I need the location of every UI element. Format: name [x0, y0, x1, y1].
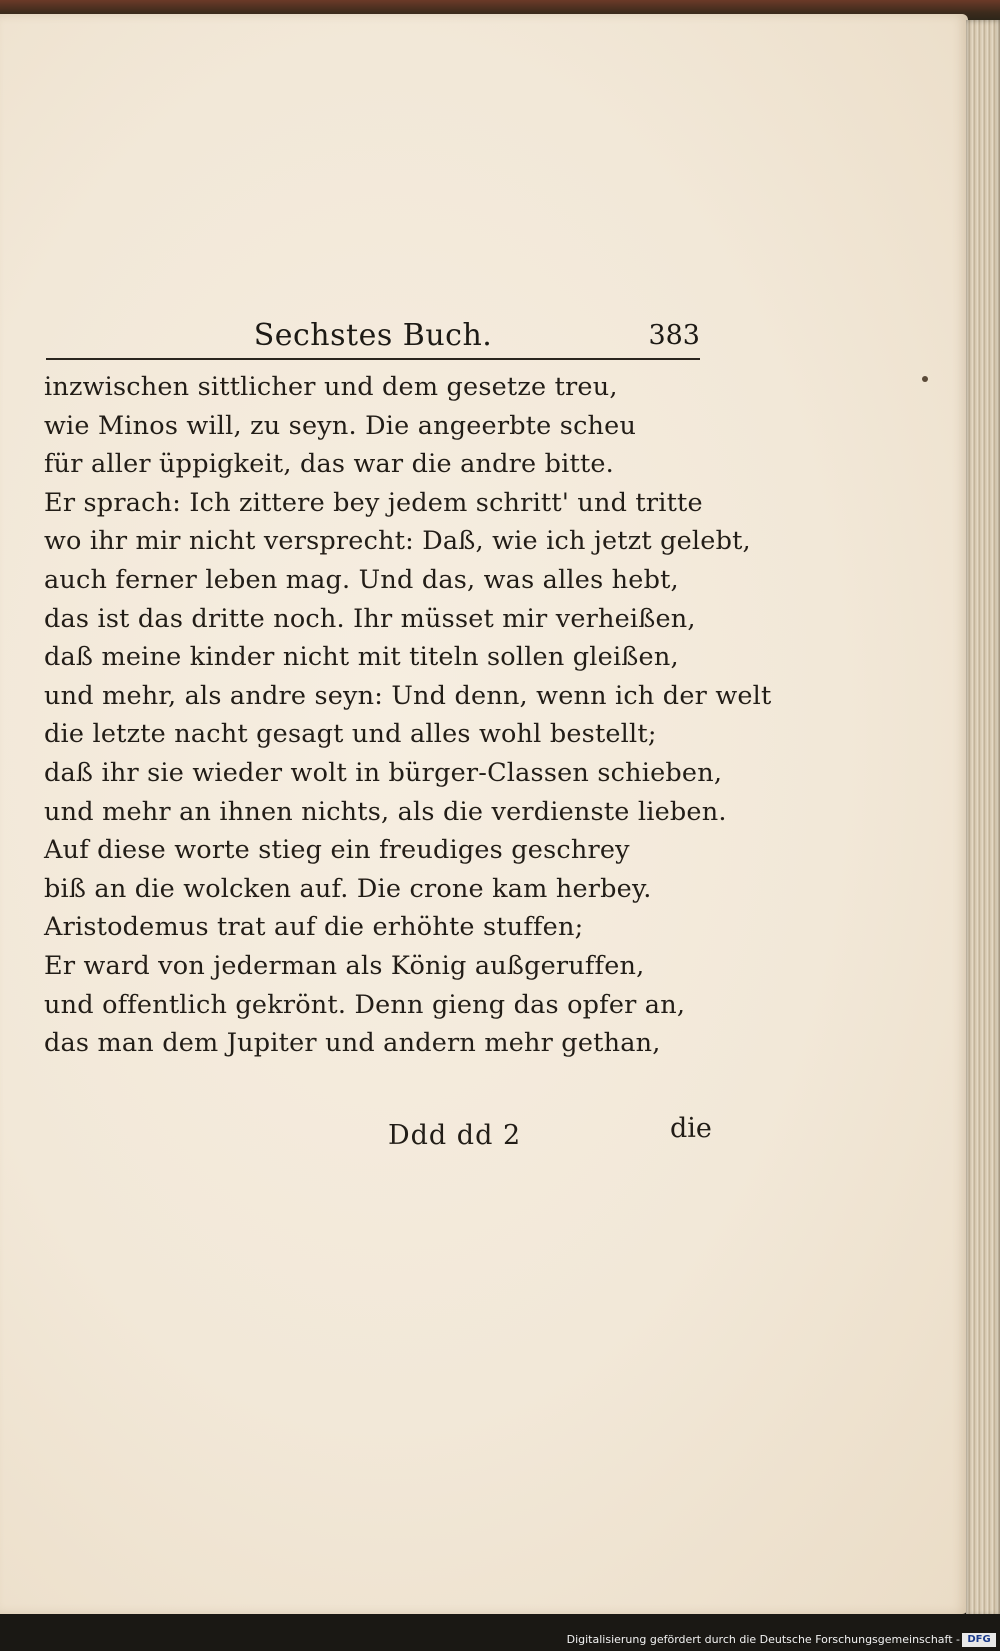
text-line: Er sprach: Ich zittere bey jedem schritt' und tritte — [44, 487, 703, 518]
running-title: Sechstes Buch. — [253, 318, 493, 353]
text-line: das ist das dritte noch. Ihr müsset mir verheißen, — [44, 603, 696, 634]
ink-spot — [922, 376, 928, 382]
header-rule — [46, 358, 700, 360]
text-line: biß an die wolcken auf. Die crone kam herbey. — [44, 873, 652, 904]
text-line: und mehr, als andre seyn: Und denn, wenn ich der welt — [44, 680, 772, 711]
text-line: Aristodemus trat auf die erhöhte stuffen; — [44, 912, 584, 943]
page-edges — [966, 20, 1000, 1616]
page-number: 383 — [648, 320, 700, 351]
text-line: wie Minos will, zu seyn. Die angeerbte scheu — [44, 410, 637, 441]
text-line: die letzte nacht gesagt und alles wohl bestellt; — [44, 719, 657, 750]
signature-mark: Ddd dd 2 — [388, 1120, 522, 1151]
text-line: daß ihr sie wieder wolt in bürger-Classen schieben, — [44, 757, 723, 788]
text-line: daß meine kinder nicht mit titeln sollen gleißen, — [44, 642, 679, 673]
text-line: auch ferner leben mag. Und das, was alles hebt, — [44, 564, 679, 595]
catchword: die — [670, 1113, 712, 1144]
text-line: für aller üppigkeit, das war die andre bitte. — [44, 449, 614, 480]
text-line: das man dem Jupiter und andern mehr gethan, — [44, 1028, 661, 1059]
text-line: und mehr an ihnen nichts, als die verdienste lieben. — [44, 796, 727, 827]
text-line: Auf diese worte stieg ein freudiges geschrey — [44, 835, 630, 866]
text-block — [44, 368, 772, 1063]
dfg-logo: DFG — [962, 1633, 996, 1647]
digitization-credit: Digitalisierung gefördert durch die Deutsche Forschungsgemeinschaft - — [566, 1633, 960, 1646]
text-line: und offentlich gekrönt. Denn gieng das opfer an, — [44, 989, 686, 1020]
text-line: wo ihr mir nicht versprecht: Daß, wie ich jetzt gelebt, — [44, 526, 751, 557]
text-line: inzwischen sittlicher und dem gesetze treu, — [44, 372, 618, 402]
text-line: Er ward von jederman als König außgeruffen, — [44, 950, 645, 981]
page-header — [46, 318, 700, 358]
